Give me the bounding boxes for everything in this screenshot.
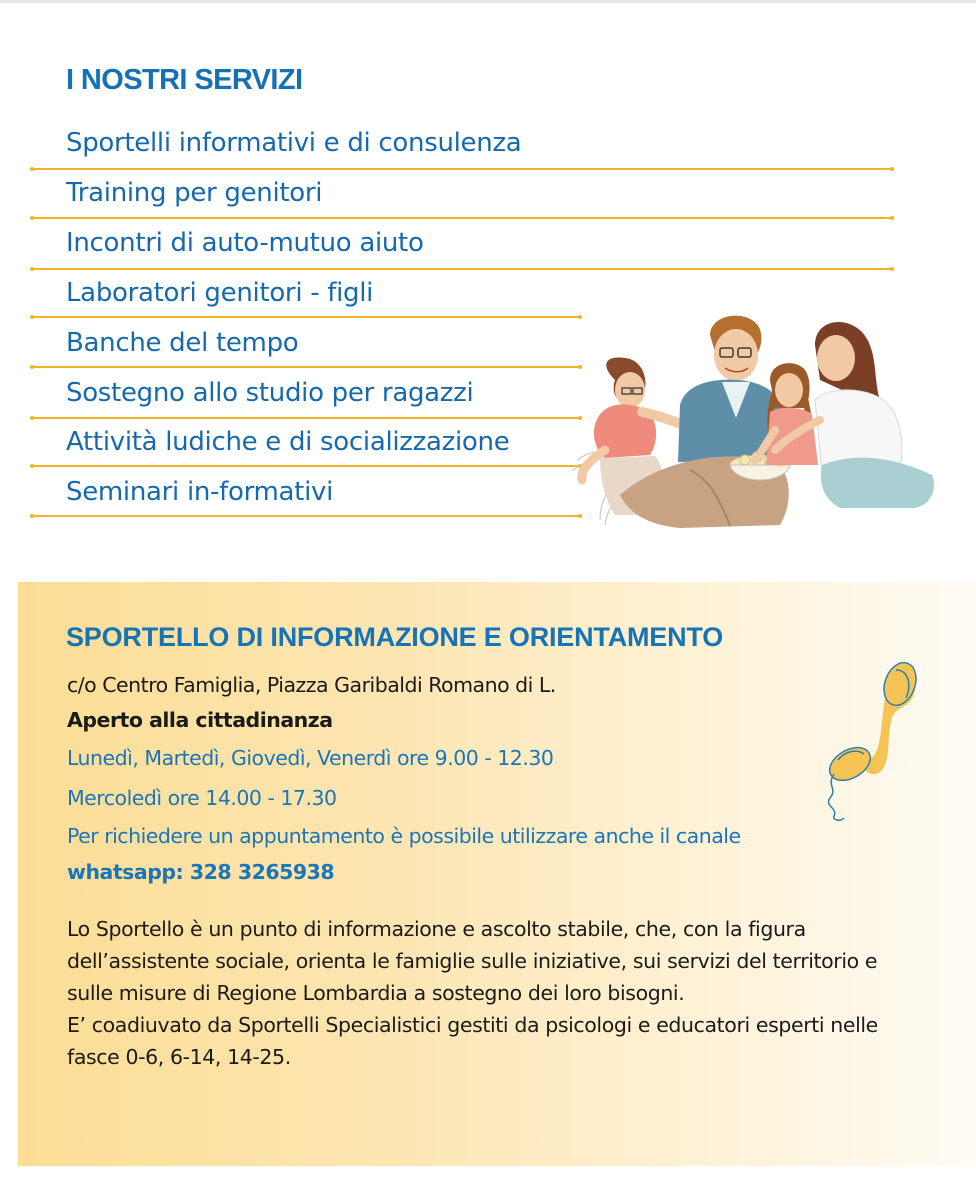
services-title: I NOSTRI SERVIZI bbox=[66, 64, 303, 96]
divider bbox=[30, 268, 894, 270]
service-item: Attività ludiche e di socializzazione bbox=[66, 427, 510, 457]
description bbox=[67, 913, 917, 1073]
family-illustration bbox=[560, 300, 940, 530]
divider bbox=[30, 515, 582, 517]
open-label: Aperto alla cittadinanza bbox=[67, 708, 333, 732]
service-item: Training per genitori bbox=[66, 178, 323, 208]
hours-line-2: Mercoledì ore 14.00 - 17.30 bbox=[67, 786, 337, 810]
sportello-title: SPORTELLO DI INFORMAZIONE E ORIENTAMENTO bbox=[66, 622, 724, 652]
appointment-text: Per richiedere un appuntamento è possibile utilizzare anche il canale bbox=[67, 824, 741, 848]
telephone-icon bbox=[820, 656, 920, 826]
divider bbox=[30, 465, 582, 467]
address-line: c/o Centro Famiglia, Piazza Garibaldi Romano di L. bbox=[67, 673, 556, 697]
divider bbox=[30, 316, 582, 318]
service-item: Sostegno allo studio per ragazzi bbox=[66, 378, 474, 408]
service-item: Incontri di auto-mutuo aiuto bbox=[66, 228, 424, 258]
description-paragraph-2: E’ coadiuvato da Sportelli Specialistici gestiti da psicologi e educatori esperti nelle fasce 0-6, 6-14, 14-25. bbox=[67, 1013, 878, 1069]
divider bbox=[30, 168, 894, 170]
divider bbox=[30, 366, 582, 368]
divider bbox=[30, 217, 894, 219]
service-item: Seminari in-formativi bbox=[66, 477, 334, 507]
description-paragraph-1: Lo Sportello è un punto di informazione e ascolto stabile, che, con la figura dell’assistente sociale, orienta le famiglie sulle iniziative, sui servizi del territorio e sulle misure di Regione Lombardia a sostegno dei loro bisogni. bbox=[67, 917, 878, 1005]
divider bbox=[30, 417, 582, 419]
whatsapp-contact[interactable]: whatsapp: 328 3265938 bbox=[67, 860, 335, 884]
service-item: Banche del tempo bbox=[66, 328, 299, 358]
hours-line-1: Lunedì, Martedì, Giovedì, Venerdì ore 9.00 - 12.30 bbox=[67, 746, 554, 770]
service-item: Sportelli informativi e di consulenza bbox=[66, 128, 522, 158]
service-item: Laboratori genitori - figli bbox=[66, 278, 374, 308]
